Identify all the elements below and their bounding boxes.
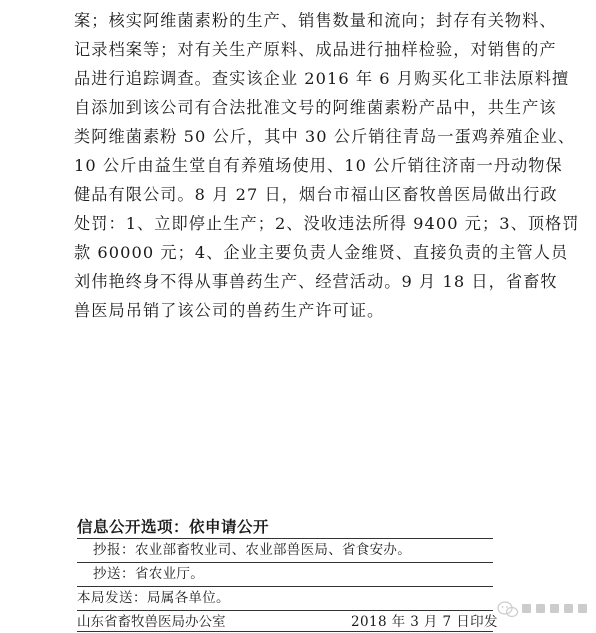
body-line: 兽医局吊销了该公司的兽药生产许可证。 [74, 301, 385, 320]
wechat-logo-icon [496, 598, 588, 620]
body-line: 类阿维菌素粉 50 公斤，其中 30 公斤销往青岛一蛋鸡养殖企业、 [74, 127, 576, 146]
issue-date: 2018 年 3 月 7 日印发 [351, 614, 498, 630]
body-line: 自添加到该公司有合法批准文号的阿维菌素粉产品中，共生产该 [74, 98, 557, 117]
body-line: 处罚：1、立即停止生产；2、没收违法所得 9400 元；3、顶格罚 [74, 214, 580, 233]
copy-to-label: 抄送： [93, 566, 135, 582]
issuer-row [77, 611, 498, 633]
report-to-value: 农业部畜牧业司、农业部兽医局、省食安办。 [135, 542, 411, 558]
document-body-text [74, 6, 580, 325]
internal-distribution-value: 局属各单位。 [147, 590, 230, 606]
report-to-label: 抄报： [93, 542, 135, 558]
body-line: 款 60000 元；4、企业主要负责人金维贤、直接负责的主管人员 [74, 243, 569, 262]
internal-distribution-label: 本局发送： [77, 590, 147, 606]
copy-to-value: 省农业厅。 [135, 566, 204, 582]
copy-to-row [77, 563, 509, 585]
body-line: 记录档案等；对有关生产原料、成品进行抽样检验，对销售的产 [74, 40, 557, 59]
issuing-office: 山东省畜牧兽医局办公室 [77, 614, 226, 630]
body-line: 案；核实阿维菌素粉的生产、销售数量和流向；封存有关物料、 [74, 11, 557, 30]
body-line: 10 公斤由益生堂自有养殖场使用、10 公斤销往济南一丹动物保 [74, 156, 563, 175]
disclosure-option-heading: 信息公开选项：依申请公开 [77, 518, 270, 536]
report-to-row [77, 539, 509, 561]
body-line: 品进行追踪调查。查实该企业 2016 年 6 月购买化工非法原料擅 [74, 69, 570, 88]
body-line: 健品有限公司。8 月 27 日，烟台市福山区畜牧兽医局做出行政 [74, 185, 558, 204]
body-line: 刘伟艳终身不得从事兽药生产、经营活动。9 月 18 日，省畜牧 [74, 272, 558, 291]
internal-distribution-row [77, 587, 493, 609]
